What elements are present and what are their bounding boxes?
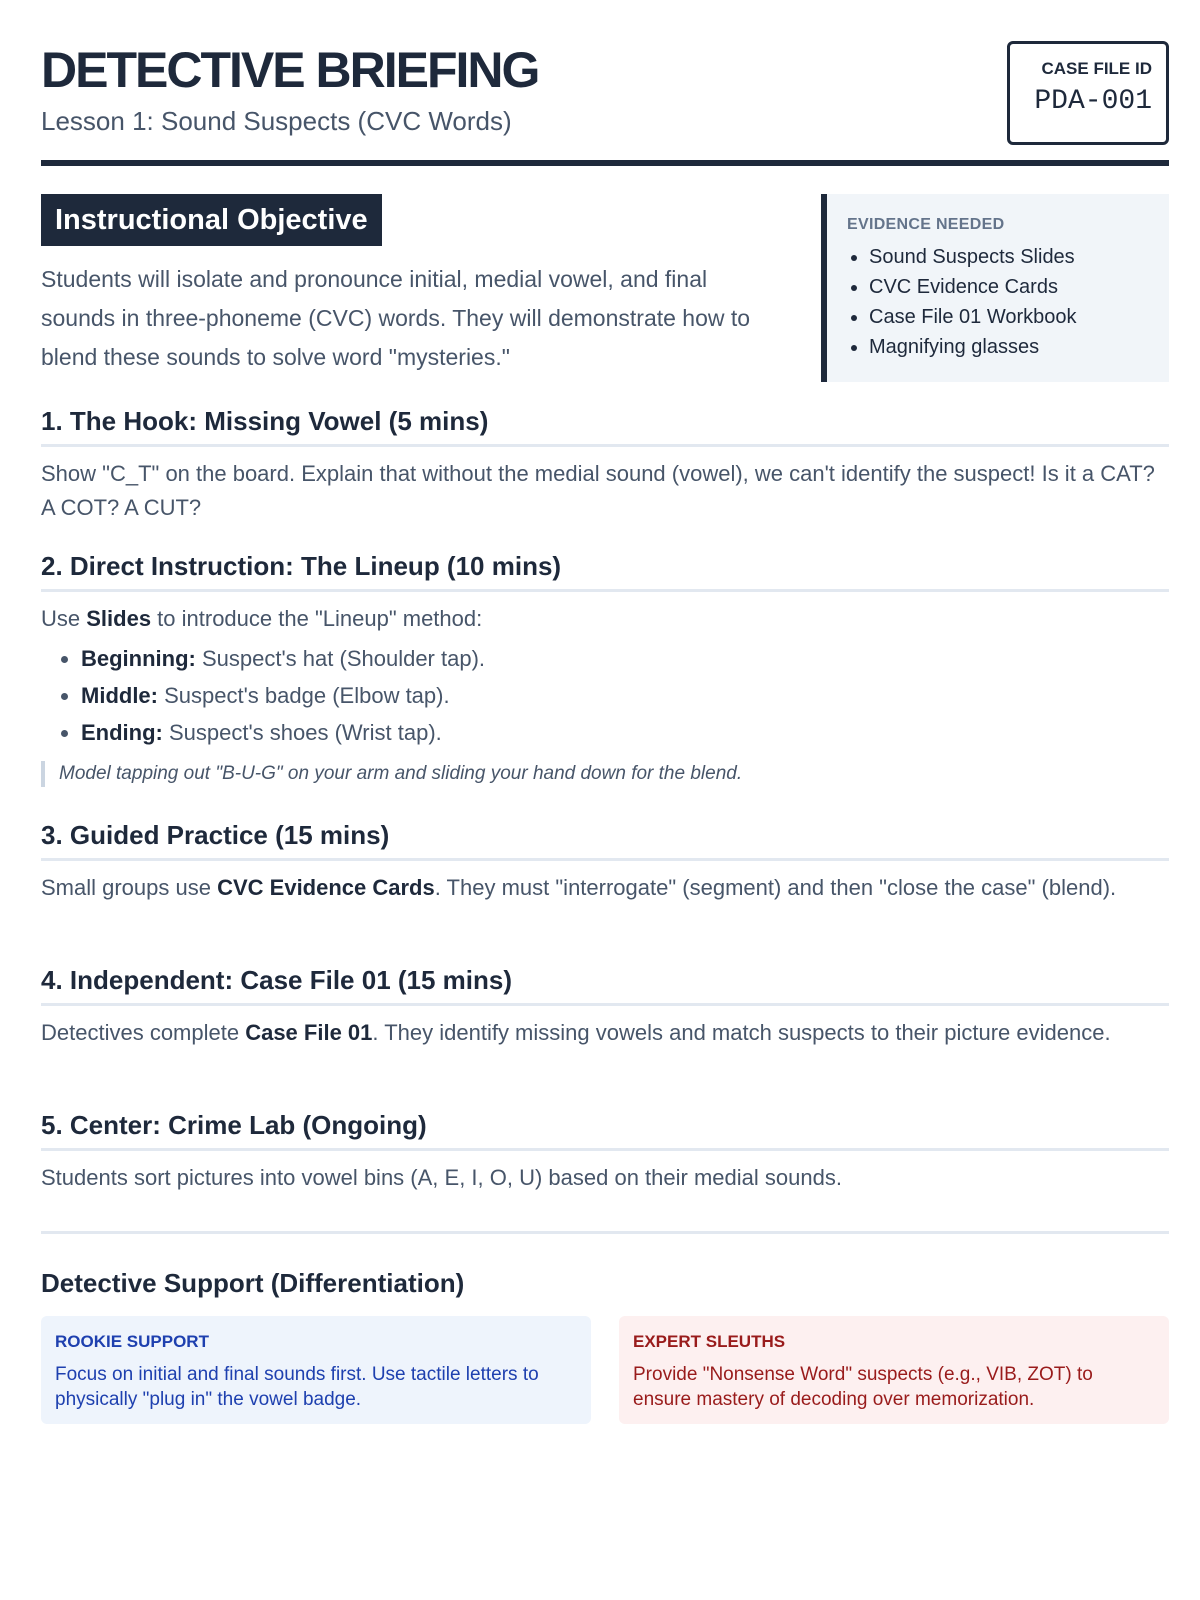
lineup-list [41,640,1169,751]
section-title: 4. Independent: Case File 01 (15 mins) [41,963,1169,1006]
list-item-label: Middle: [81,683,158,708]
teacher-note: Model tapping out "B-U-G" on your arm and sliding your hand down for the blend. [41,761,1169,787]
list-item [81,714,1169,751]
card-title: ROOKIE SUPPORT [55,1332,209,1351]
evidence-item: • CVC Evidence Cards [869,272,1169,302]
section-guided-practice [41,818,1169,905]
evidence-title: EVIDENCE NEEDED [847,216,1005,233]
evidence-item: • Magnifying glasses [869,332,1169,362]
list-item-text: Suspect's badge (Elbow tap). [158,683,450,708]
objective-text: Students will isolate and pronounce initial, medial vowel, and final sounds in three-phoneme (CVC) words. They will demonstrate how to blend these sounds to solve word "mysteries." [41,266,751,370]
bold-term: CVC Evidence Cards [217,875,435,900]
expert-sleuths-card [619,1316,1169,1424]
objective-heading: Instructional Objective [41,194,382,246]
lesson-plan-page [41,0,1169,1410]
section-hook [41,404,1169,525]
evidence-panel [821,194,1169,382]
bold-term: Slides [86,606,152,631]
card-text: Focus on initial and final sounds first. Use tactile letters to physically "plug in" the vowel badge. [55,1364,539,1410]
text-segment: Use [41,606,87,631]
evidence-item: • Sound Suspects Slides [869,242,1169,272]
list-item [81,677,1169,714]
objective-section [41,194,781,377]
divider [41,1231,1169,1234]
section-text: Students sort pictures into vowel bins (A, E, I, O, U) based on their medial sounds. [41,1165,842,1190]
header [41,0,1169,166]
list-item [81,640,1169,677]
case-file-id: PDA-001 [1034,86,1152,117]
section-title: 1. The Hook: Missing Vowel (5 mins) [41,404,1169,447]
section-direct-instruction [41,549,1169,787]
list-item-text: Suspect's hat (Shoulder tap). [195,646,486,671]
page-subtitle: Lesson 1: Sound Suspects (CVC Words) [41,106,512,136]
rookie-support-card [41,1316,591,1424]
evidence-list [847,242,1169,362]
text-segment: to introduce the "Lineup" method: [151,606,483,631]
list-item-label: Beginning: [81,646,196,671]
section-title: 5. Center: Crime Lab (Ongoing) [41,1108,1169,1151]
card-text: Provide "Nonsense Word" suspects (e.g., VIB, ZOT) to ensure mastery of decoding over memorization. [633,1364,1093,1410]
bold-term: Case File 01 [245,1020,373,1045]
section-center [41,1108,1169,1195]
text-segment: Small groups use [41,875,218,900]
section-text [41,1016,1169,1050]
support-title: Detective Support (Differentiation) [41,1268,465,1298]
section-title: 3. Guided Practice (15 mins) [41,818,1169,861]
text-segment: Detectives complete [41,1020,246,1045]
list-item-text: Suspect's shoes (Wrist tap). [162,720,442,745]
evidence-item: • Case File 01 Workbook [869,302,1169,332]
case-file-box [1007,41,1169,145]
section-text: Show "C_T" on the board. Explain that without the medial sound (vowel), we can't identify the suspect! Is it a CAT? A COT? A CUT? [41,461,1155,520]
list-item-label: Ending: [81,720,163,745]
section-text [41,602,1169,636]
case-file-label: CASE FILE ID [1041,59,1152,78]
text-segment: . They must "interrogate" (segment) and then "close the case" (blend). [434,875,1117,900]
page-title: DETECTIVE BRIEFING [41,42,539,98]
section-text [41,871,1169,905]
section-title: 2. Direct Instruction: The Lineup (10 mins) [41,549,1169,592]
section-independent [41,963,1169,1050]
card-title: EXPERT SLEUTHS [633,1332,786,1351]
text-segment: . They identify missing vowels and match suspects to their picture evidence. [372,1020,1111,1045]
